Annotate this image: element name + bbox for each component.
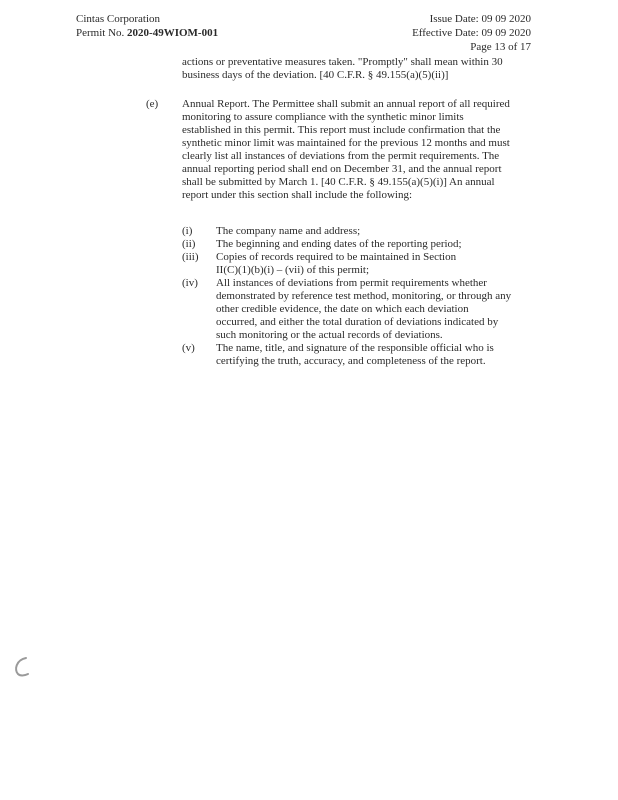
effective-date: Effective Date: 09 09 2020: [412, 27, 531, 39]
list-item-marker: (i): [182, 225, 193, 237]
list-item-marker: (v): [182, 342, 195, 354]
text-line: clearly list all instances of deviations from the permit requirements. The: [182, 150, 500, 162]
text-line: monitoring to assure compliance with the synthetic minor limits: [182, 111, 464, 123]
text-line: such monitoring or the actual records of deviations.: [216, 329, 443, 341]
issue-date: Issue Date: 09 09 2020: [429, 13, 531, 25]
text-line: The beginning and ending dates of the reporting period;: [216, 238, 462, 250]
page-number: Page 13 of 17: [470, 41, 531, 53]
list-item-text: [216, 342, 542, 368]
list-item: [182, 342, 542, 368]
text-line: certifying the truth, accuracy, and completeness of the report.: [216, 355, 486, 367]
text-line: demonstrated by reference test method, monitoring, or through any: [216, 290, 512, 302]
list-item-text: [216, 238, 542, 251]
list-item: [182, 225, 542, 238]
list-item-marker: (ii): [182, 238, 196, 250]
text-line: other credible evidence, the date on which each deviation: [216, 303, 469, 315]
text-line: annual reporting period shall end on December 31, and the annual report: [182, 163, 502, 175]
text-line: business days of the deviation. [40 C.F.R. § 49.155(a)(5)(ii)]: [182, 69, 449, 81]
list-item: [182, 277, 542, 342]
text-line: synthetic minor limit was maintained for the previous 12 months and must: [182, 137, 510, 149]
text-line: occurred, and either the total duration of deviations indicated by: [216, 316, 499, 328]
text-line: The company name and address;: [216, 225, 361, 237]
list-item-marker: (iv): [182, 277, 198, 289]
text-line: Annual Report. The Permittee shall submit an annual report of all required: [182, 98, 510, 110]
text-line: actions or preventative measures taken. "Promptly" shall mean within 30: [182, 56, 503, 68]
annual-report-text: [182, 98, 537, 202]
list-item-text: [216, 225, 542, 238]
text-line: report under this section shall include the following:: [182, 189, 413, 201]
carryover-paragraph: [182, 56, 537, 82]
permit-label: Permit No.: [76, 27, 128, 39]
text-line: shall be submitted by March 1. [40 C.F.R. § 49.155(a)(5)(i)] An annual: [182, 176, 495, 188]
scan-artifact-mark: [12, 656, 32, 678]
permit-number: 2020-49WIOM-001: [127, 27, 219, 39]
header-right: [311, 12, 531, 54]
list-item: [182, 238, 542, 251]
list-item-marker: (iii): [182, 251, 199, 263]
report-contents-list: [182, 225, 542, 368]
list-item: [182, 251, 542, 277]
company-name: Cintas Corporation: [76, 13, 161, 25]
permit-number-line: [76, 26, 276, 40]
list-item-text: [216, 251, 542, 277]
text-line: The name, title, and signature of the responsible official who is: [216, 342, 494, 354]
header-left: [76, 12, 276, 40]
text-line: All instances of deviations from permit requirements whether: [216, 277, 487, 289]
text-line: II(C)(1)(b)(i) – (vii) of this permit;: [216, 264, 370, 276]
text-line: established in this permit. This report must include confirmation that the: [182, 124, 501, 136]
section-marker: (e): [146, 98, 159, 110]
text-line: Copies of records required to be maintained in Section: [216, 251, 457, 263]
list-item-text: [216, 277, 542, 342]
